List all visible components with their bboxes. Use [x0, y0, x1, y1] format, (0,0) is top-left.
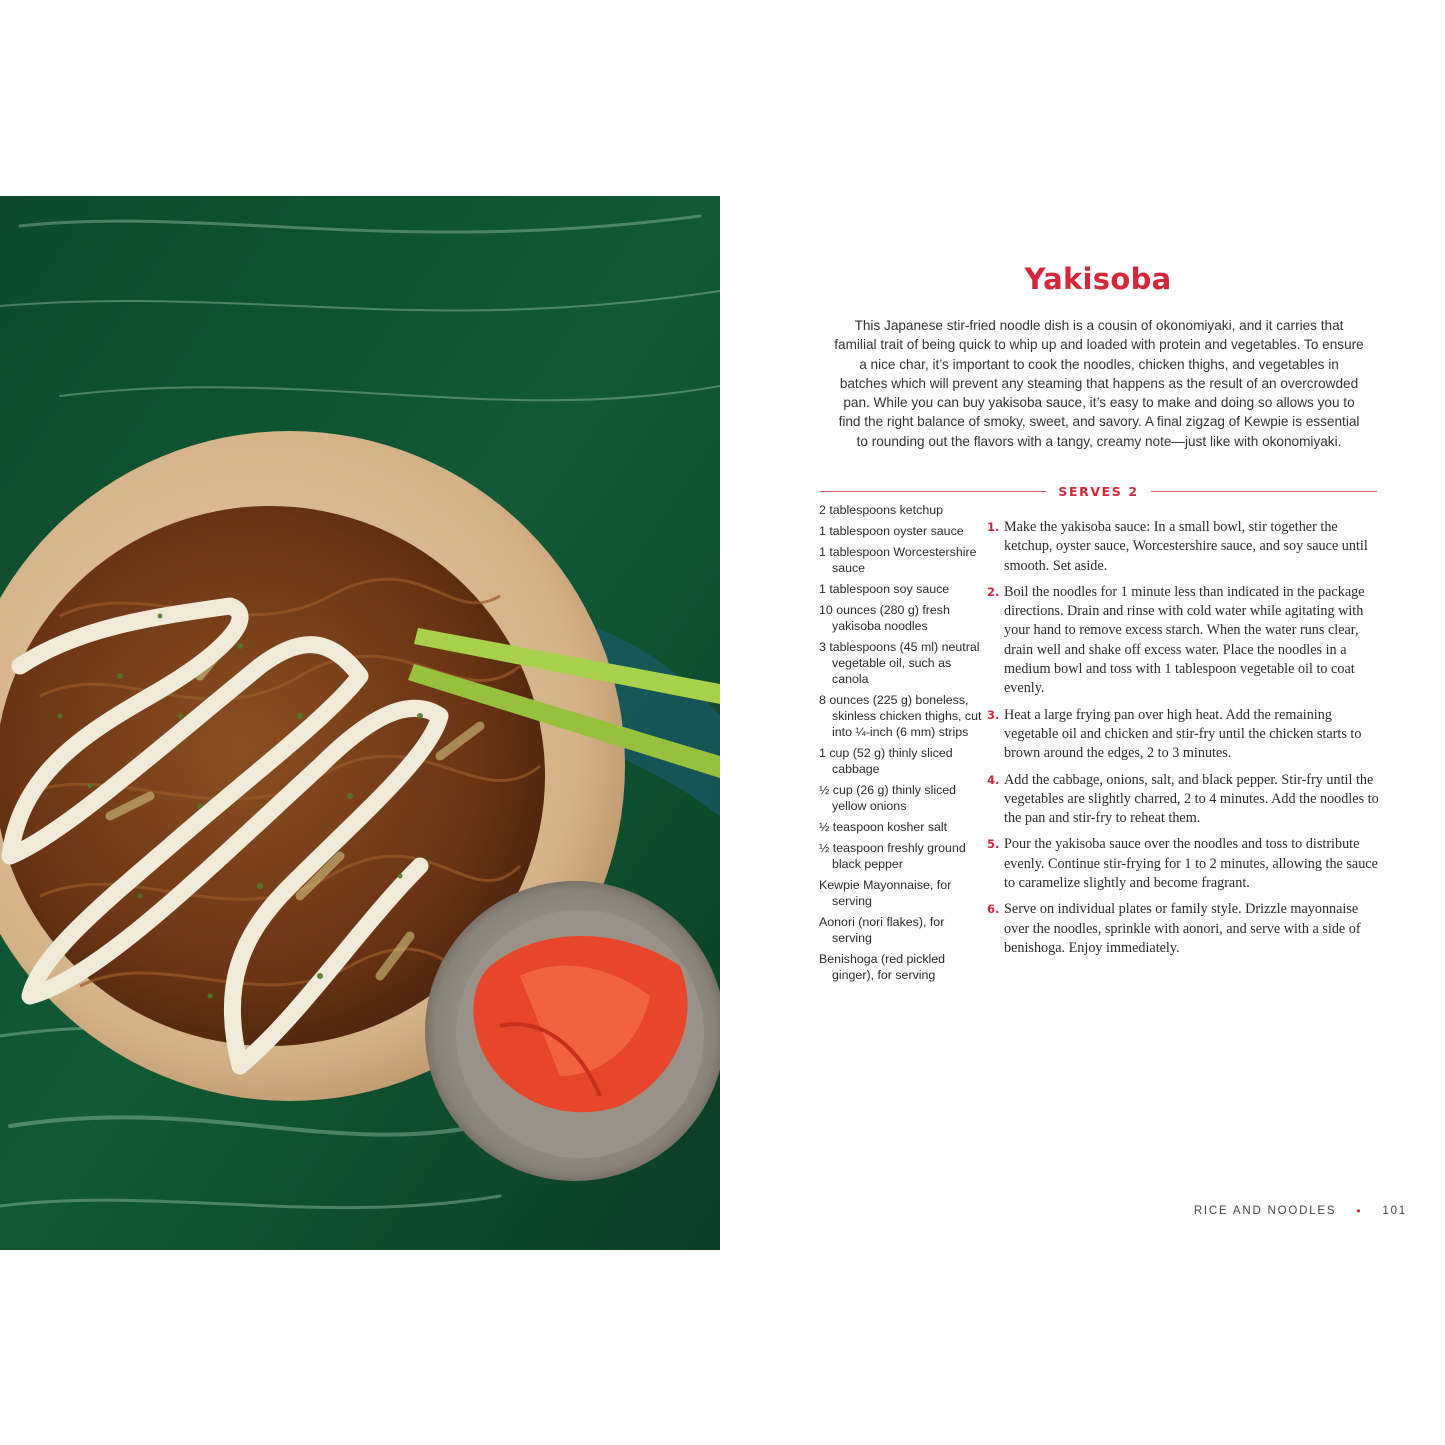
method-step [985, 900, 1380, 958]
ingredient-item: Aonori (nori flakes), for serving [819, 915, 945, 945]
page-footer [1194, 1204, 1407, 1218]
divider-rule-left [820, 491, 1046, 492]
divider-rule-right [1151, 491, 1377, 492]
dish-photo [0, 196, 720, 1250]
method-step [985, 771, 1380, 829]
ingredient-list [819, 502, 984, 988]
ingredient-item: 8 ounces (225 g) boneless, skinless chicken thighs, cut into ¼-inch (6 mm) strips [819, 693, 982, 739]
step-number: 1. [987, 520, 1000, 534]
recipe-title: Yakisoba [1024, 262, 1172, 296]
page-number: 101 [1382, 1205, 1407, 1217]
step-text: Make the yakisoba sauce: In a small bowl, stir together the ketchup, oyster sauce, Worcestershire sauce, and soy sauce until smooth. Set aside. [1004, 519, 1368, 574]
ingredient-item: 3 tablespoons (45 ml) neutral vegetable oil, such as canola [819, 640, 980, 686]
footer-separator: • [1356, 1204, 1363, 1218]
recipe-intro: This Japanese stir-fried noodle dish is a cousin of okonomiyaki, and it carries that familial trait of being quick to whip up and loaded with protein and vegetables. To ensure a nice char, it’s important to cook the noodles, chicken thighs, and vegetables in batches which will prevent any steaming that happens as the result of an overcrowded pan. While you can buy yakisoba sauce, it’s easy to make and doing so allows you to find the right balance of smoky, sweet, and savory. A final zigzag of Kewpie is essential to rounding out the flavors with a tangy, creamy note—just like with okonomiyaki. [834, 318, 1364, 449]
step-text: Boil the noodles for 1 minute less than indicated in the package directions. Drain and rinse with cold water while agitating with your hand to remove excess starch. When the water runs clear, drain well and shake off excess water. Place the noodles in a medium bowl and toss with 1 tablespoon vegetable oil to coat evenly. [1004, 583, 1365, 697]
step-text: Add the cabbage, onions, salt, and black pepper. Stir-fry until the vegetables are slightly charred, 2 to 4 minutes. Add the noodles to the pan and stir-fry to reheat them. [1004, 771, 1379, 827]
method-step [985, 835, 1380, 893]
step-number: 5. [987, 837, 1000, 852]
step-number: 2. [987, 584, 1000, 599]
ingredient-item: 2 tablespoons ketchup [819, 503, 943, 517]
method-step [985, 706, 1380, 764]
serves-divider [820, 481, 1377, 501]
ingredient-item: 1 cup (52 g) thinly sliced cabbage [819, 746, 953, 776]
step-text: Pour the yakisoba sauce over the noodles and toss to distribute evenly. Continue stir-frying for 1 to 2 minutes, allowing the sauce to caramelize slightly and become fragrant. [1004, 836, 1378, 892]
method-steps [985, 518, 1380, 965]
ingredient-item: Kewpie Mayonnaise, for serving [819, 878, 952, 908]
ingredient-item: ½ teaspoon kosher salt [819, 820, 948, 834]
ingredient-item: 1 tablespoon Worcestershire sauce [819, 545, 977, 575]
step-text: Heat a large frying pan over high heat. Add the remaining vegetable oil and chicken and stir-fry until the chicken starts to brown around the edges, 2 to 3 minutes. [1004, 706, 1362, 762]
ingredient-item: ½ cup (26 g) thinly sliced yellow onions [819, 783, 957, 813]
step-number: 3. [987, 707, 1000, 722]
ingredient-item: Benishoga (red pickled ginger), for serving [819, 952, 946, 982]
ingredient-item: ½ teaspoon freshly ground black pepper [819, 841, 966, 871]
ingredient-item: 1 tablespoon soy sauce [819, 582, 950, 596]
ingredient-item: 10 ounces (280 g) fresh yakisoba noodles [819, 603, 950, 633]
ingredient-item: 1 tablespoon oyster sauce [819, 524, 964, 538]
step-number: 4. [987, 772, 1000, 787]
method-step [985, 583, 1380, 699]
step-text: Serve on individual plates or family style. Drizzle mayonnaise over the noodles, sprinkle with aonori, and serve with a side of benishoga. Enjoy immediately. [1004, 901, 1361, 956]
section-name: RICE AND NOODLES [1193, 1205, 1337, 1217]
step-number: 6. [987, 902, 1000, 917]
serves-label: SERVES 2 [1058, 483, 1139, 499]
method-step [985, 518, 1380, 576]
